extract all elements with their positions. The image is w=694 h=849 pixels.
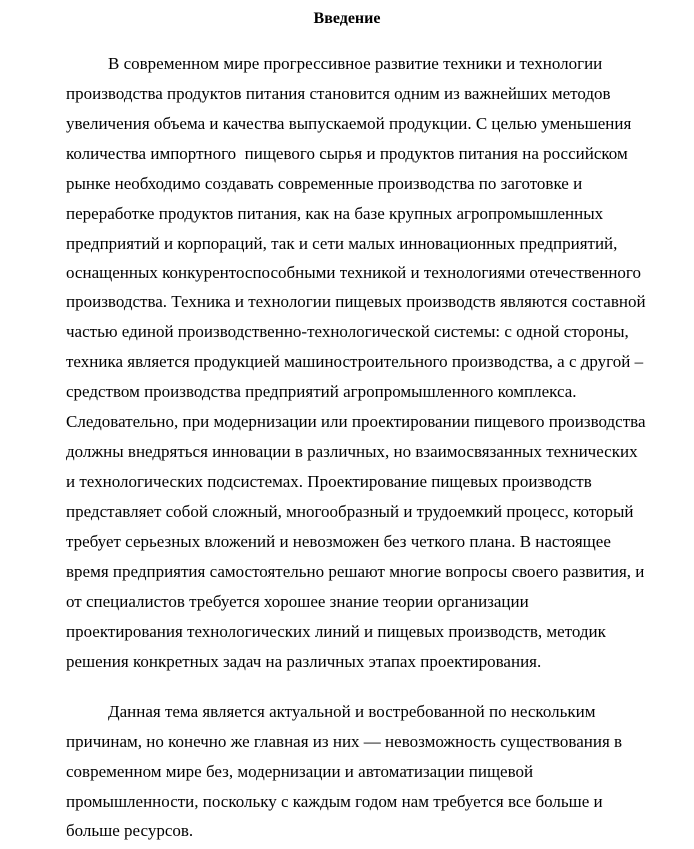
- paragraph-line: промышленности, поскольку с каждым годом нам требуется все больше и: [66, 792, 603, 811]
- paragraph-line: предприятий и корпораций, так и сети малых инновационных предприятий,: [66, 234, 618, 253]
- paragraph-line: Следовательно, при модернизации или проектировании пищевого производства: [66, 412, 646, 431]
- paragraph-line: требует серьезных вложений и невозможен без четкого плана. В настоящее: [66, 532, 611, 551]
- paragraph-line: современном мире без, модернизации и автоматизации пищевой: [66, 762, 534, 781]
- paragraph-line: оснащенных конкурентоспособными техникой и технологиями отечественного: [66, 263, 641, 282]
- paragraph-line: производства. Техника и технологии пищевых производств являются составной: [66, 292, 646, 311]
- paragraph-line: средством производства предприятий агропромышленного комплекса.: [66, 382, 577, 401]
- paragraph-line: переработке продуктов питания, как на базе крупных агропромышленных: [66, 204, 604, 223]
- paragraph-line: должны внедряться инновации в различных, но взаимосвязанных технических: [66, 442, 638, 461]
- paragraph-line: причинам, но конечно же главная из них — невозможность существования в: [66, 732, 623, 751]
- paragraph-line: В современном мире прогрессивное развитие техники и технологии: [108, 54, 603, 73]
- paragraph-line: больше ресурсов.: [66, 821, 194, 840]
- paragraph-line: от специалистов требуется хорошее знание теории организации: [66, 592, 529, 611]
- paragraph-line: представляет собой сложный, многообразный и трудоемкий процесс, который: [66, 502, 634, 521]
- paragraph-line: количества импортного пищевого сырья и продуктов питания на российском: [66, 144, 628, 163]
- paragraph-line: техника является продукцией машиностроительного производства, а с другой –: [66, 352, 644, 371]
- paragraph-line: частью единой производственно-технологической системы: с одной стороны,: [66, 322, 629, 341]
- paragraph-line: Данная тема является актуальной и востребованной по нескольким: [108, 702, 596, 721]
- paragraph-line: и технологических подсистемах. Проектирование пищевых производств: [66, 472, 592, 491]
- paragraph-line: увеличения объема и качества выпускаемой продукции. С целью уменьшения: [66, 114, 632, 133]
- paragraph-line: рынке необходимо создавать современные производства по заготовке и: [66, 174, 583, 193]
- paragraph-line: проектирования технологических линий и пищевых производств, методик: [66, 622, 606, 641]
- paragraph-line: производства продуктов питания становится одним из важнейших методов: [66, 84, 611, 103]
- document-title: Введение: [313, 10, 381, 27]
- paragraph-line: время предприятия самостоятельно решают многие вопросы своего развития, и: [66, 562, 645, 581]
- paragraph-line: решения конкретных задач на различных этапах проектирования.: [66, 652, 542, 671]
